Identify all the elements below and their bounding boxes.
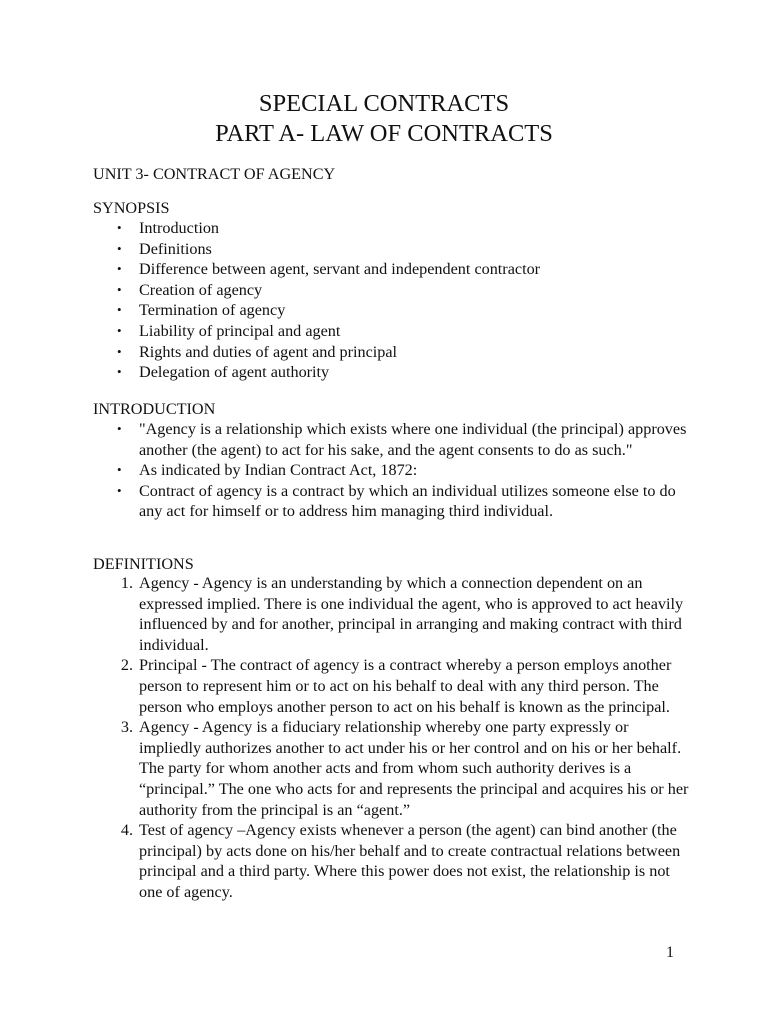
definition-item <box>93 655 693 717</box>
definition-text: Principal - The contract of agency is a contract whereby a person employs another person to represent him or to act on his behalf to deal with any third person. The person who employs another person to act on his behalf is known as the principal. <box>139 656 672 716</box>
introduction-item <box>93 419 693 460</box>
definition-number: 3. <box>120 718 133 737</box>
definition-text: Agency - Agency is a fiduciary relationship whereby one party expressly or impliedly authorizes another to act under his or her control and on his or her behalf. The party for whom another acts and from whom such authority derives is a “principal.” The one who acts for and represents the principal and acquires his or her authority from the principal is an “agent.” <box>139 718 689 819</box>
introduction-item <box>93 460 693 481</box>
synopsis-item-text: Creation of agency <box>139 280 263 299</box>
synopsis-item <box>93 362 713 383</box>
introduction-item-text: Contract of agency is a contract by which an individual utilizes someone else to do any act for himself or to address him managing third individual. <box>139 481 676 521</box>
synopsis-heading: SYNOPSIS <box>93 199 170 217</box>
synopsis-list <box>93 218 713 383</box>
synopsis-item-text: Delegation of agent authority <box>139 363 330 382</box>
synopsis-item-text: Liability of principal and agent <box>139 321 341 340</box>
definitions-heading: DEFINITIONS <box>93 555 194 573</box>
synopsis-item-text: Difference between agent, servant and independent contractor <box>139 260 541 279</box>
synopsis-item <box>93 218 713 239</box>
page-number: 1 <box>666 944 674 961</box>
introduction-item-text: As indicated by Indian Contract Act, 1872: <box>139 461 418 480</box>
introduction-item-text: "Agency is a relationship which exists where one individual (the principal) approves another (the agent) to act for his sake, and the agent consents to do as such." <box>139 420 687 459</box>
introduction-heading: INTRODUCTION <box>93 400 216 418</box>
unit-heading: UNIT 3- CONTRACT OF AGENCY <box>93 165 336 183</box>
synopsis-item <box>93 300 713 321</box>
definition-number: 2. <box>120 656 133 675</box>
definition-text: Test of agency –Agency exists whenever a person (the agent) can bind another (the principal) by acts done on his/her behalf and to create contractual relations between principal and a third party. Where this power does not exist, the relationship is not one of agency. <box>139 821 681 901</box>
definition-item <box>93 820 693 902</box>
introduction-list <box>93 419 693 522</box>
document-subtitle: PART A- LAW OF CONTRACTS <box>215 120 553 147</box>
definition-item <box>93 717 693 820</box>
synopsis-item <box>93 321 713 342</box>
synopsis-item-text: Definitions <box>139 239 212 258</box>
synopsis-item <box>93 342 713 363</box>
synopsis-item <box>93 280 713 301</box>
synopsis-item-text: Rights and duties of agent and principal <box>139 342 398 361</box>
synopsis-item <box>93 259 713 280</box>
synopsis-item-text: Introduction <box>139 219 220 237</box>
introduction-item <box>93 481 693 522</box>
definition-text: Agency - Agency is an understanding by which a connection dependent on an expressed implied. There is one individual the agent, who is approved to act heavily influenced by and for another, principal in arranging and making contract with third individual. <box>139 574 684 654</box>
definition-number: 4. <box>120 821 133 840</box>
definition-item <box>93 573 693 655</box>
definition-number: 1. <box>120 574 133 592</box>
synopsis-item <box>93 239 713 260</box>
definitions-list <box>93 573 693 903</box>
document-title: SPECIAL CONTRACTS <box>258 90 510 117</box>
synopsis-item-text: Termination of agency <box>139 301 286 320</box>
